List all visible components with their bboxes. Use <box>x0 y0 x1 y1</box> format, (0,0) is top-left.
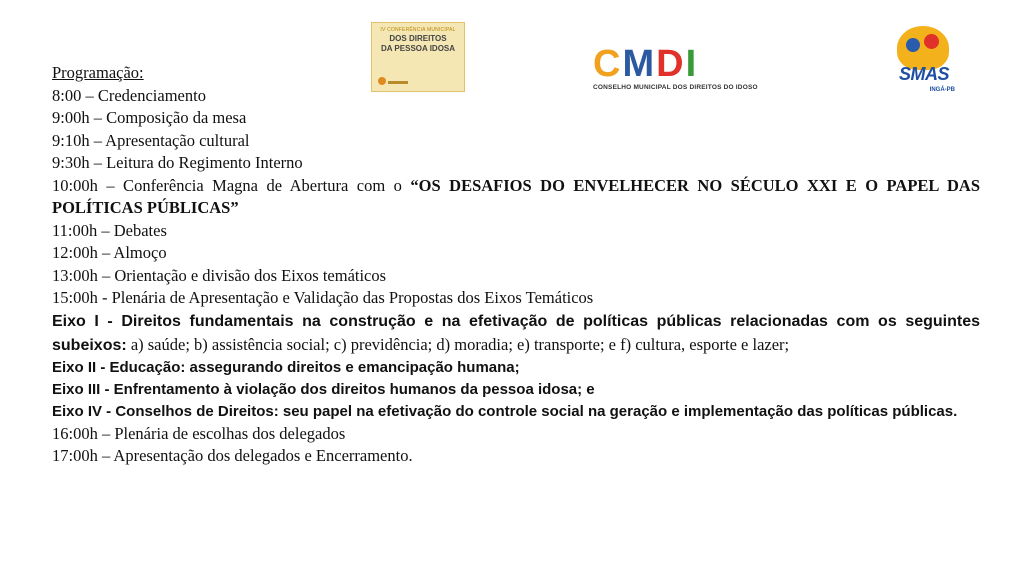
program-item: 9:30h – Leitura do Regimento Interno <box>52 153 303 172</box>
program-heading: Programação: <box>52 63 144 82</box>
eixo-2: Eixo II - Educação: assegurando direitos e emancipação humana; <box>52 358 520 376</box>
program-content <box>52 62 980 468</box>
conference-logo-line1: IV CONFERÊNCIA MUNICIPAL <box>380 27 456 33</box>
cmdi-letter-c: C <box>593 43 623 85</box>
keynote-title: “OS DESAFIOS DO ENVELHECER NO SÉCULO XXI E O PAPEL DAS POLÍTICAS PÚBLICAS” <box>52 175 981 217</box>
eixo-1-title: Eixo I - Direitos fundamentais na construção e na efetivação de políticas públicas relacionadas com os seguintes subeixos: <box>52 312 980 354</box>
program-item: 17:00h – Apresentação dos delegados e Encerramento. <box>52 446 413 465</box>
smas-name: SMAS <box>898 64 949 84</box>
program-item: 9:00h – Composição da mesa <box>52 108 247 127</box>
conference-logo-line3: DA PESSOA IDOSA <box>380 44 456 53</box>
cmdi-letter-m: M <box>622 43 657 85</box>
program-item: 15:00h - Plenária de Apresentação e Validação das Propostas dos Eixos Temáticos <box>52 288 594 307</box>
eixo-4: Eixo IV - Conselhos de Direitos: seu papel na efetivação do controle social na geração e implementação das políticas públicas. <box>52 402 958 420</box>
keynote-prefix: 10:00h – Conferência Magna de Abertura com o <box>52 175 411 195</box>
smas-city: INGÁ-PB <box>929 87 955 93</box>
program-item: 9:10h – Apresentação cultural <box>52 130 250 150</box>
program-item: 13:00h – Orientação e divisão dos Eixos temáticos <box>52 265 387 285</box>
smas-figure-blue-icon <box>906 38 920 52</box>
smas-figure-red-icon <box>924 34 939 49</box>
program-item: 12:00h – Almoço <box>52 243 167 262</box>
eixo-1-subeixos: a) saúde; b) assistência social; c) previdência; d) moradia; e) transporte; e f) cultura, esporte e lazer; <box>126 334 790 354</box>
program-item-keynote <box>52 175 980 220</box>
cmdi-letter-i: I <box>685 43 699 85</box>
program-item: 16:00h – Plenária de escolhas dos delegados <box>52 423 346 443</box>
cmdi-caption: CONSELHO MUNICIPAL DOS DIREITOS DO IDOSO <box>593 84 758 91</box>
conference-logo-line2: DOS DIREITOS <box>389 34 447 43</box>
cmdi-letter-d: D <box>656 43 686 85</box>
program-item: 8:00 – Credenciamento <box>52 85 206 105</box>
eixo-1 <box>52 310 980 357</box>
program-item: 11:00h – Debates <box>52 220 167 240</box>
eixo-3: Eixo III - Enfrentamento à violação dos direitos humanos da pessoa idosa; e <box>52 380 595 398</box>
